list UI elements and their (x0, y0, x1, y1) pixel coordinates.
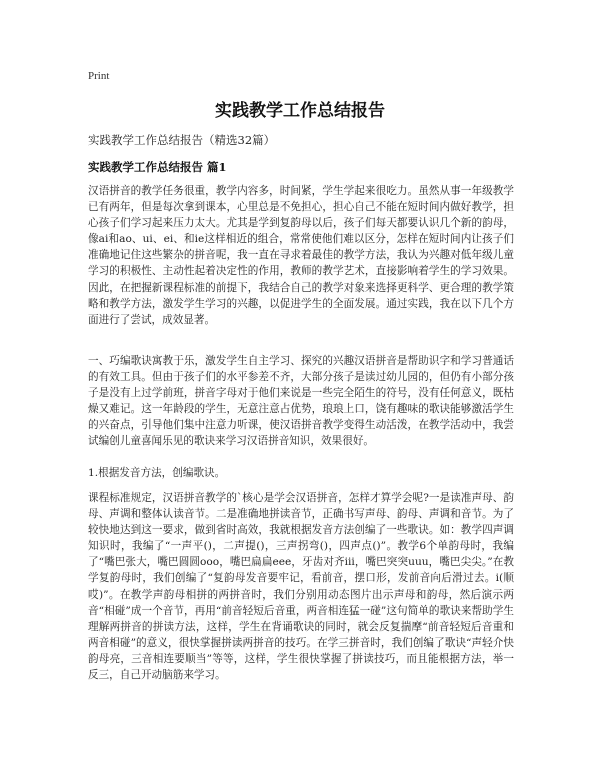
document-title: 实践教学工作总结报告 (215, 101, 385, 121)
body-paragraph: 1.根据发音方法，创编歌诀。 (88, 467, 226, 479)
body-paragraph: 汉语拼音的教学任务很重，教学内容多，时间紧，学生学起来很吃力。虽然从事一年级教学已有两年，但是每次拿到课本，心里总是不免担心，担心自己不能在短时间内做好教学，担心孩子们学习起来压力太大。尤其是学到复韵母以后，孩子们每天都要认识几个新的韵母，像ai和ao、ui、ei、和ie这样相近的组合，常常使他们难以区分，怎样在短时间内让孩子们准确地记住这些繁杂的拼音呢，我一直在寻求着最佳的教学方法，我认为兴趣对低年级儿童学习的积极性、主动性起着决定性的作用，教师的教学艺术，直接影响着学生的学习效果。因此，在把握新课程标准的前提下，我结合自己的教学对象来选择更科学、更合理的教学策略和教学方法，激发学生学习的兴趣，以促进学生的全面发展。通过实践，我在以下几个方面进行了尝试，成效显著。 (88, 185, 514, 326)
print-link[interactable]: Print (88, 70, 110, 82)
body-paragraph: 课程标准规定，汉语拼音教学的`核心是学会汉语拼音，怎样才算学会呢?一是读准声母、韵母、声调和整体认读音节。二是准确地拼读音节，正确书写声母、韵母、声调和音节。为了较快地达到这一要求，做到省时高效，我就根据发音方法创编了一些歌诀。如：教学四声调知识时，我编了“一声平()，二声提()，三声拐弯()，四声点()”。教学6个单韵母时，我编了“嘴巴张大，嘴巴圆圆ooo，嘴巴扁扁eee，牙齿对齐iii，嘴巴突突uuu，嘴巴尖尖。”在教学复韵母时，我们创编了“复韵母发音要牢记，看前音，摆口形，发前音向后滑过去。i(顺哎)”。在教学声韵母相拼的两拼音时，我们分别用动态图片出示声母和韵母，然后演示两音“相碰”成一个音节，再用“前音轻短后音重，两音相连猛一碰”这句简单的歌诀来帮助学生理解两拼音的拼读方法，这样，学生在背诵歌诀的同时，就会反复揣摩“前音轻短后音重和两音相碰”的意义，很快掌握拼读两拼音的技巧。在学三拼音时，我们创编了歌诀“声轻介快韵母亮，三音相连要顺当”等等，这样，学生很快掌握了拼读技巧，而且能根据方法，举一反三，自己开动脑筋来学习。 (88, 492, 514, 682)
section-heading: 实践教学工作总结报告 篇1 (88, 160, 227, 174)
document-subtitle: 实践教学工作总结报告（精选32篇） (88, 133, 276, 147)
body-paragraph: 一、巧编歌诀寓教于乐，激发学生自主学习、探究的兴趣汉语拼音是帮助识字和学习普通话的有效工具。但由于孩子们的水平参差不齐，大部分孩子是读过幼儿园的，但仍有小部分孩子是没有上过学前班，拼音字母对于他们来说是一些完全陌生的符号，没有任何意义，既枯燥又难记。这一年龄段的学生，无意注意占优势，琅琅上口，饶有趣味的歌诀能够激活学生的兴奋点，引导他们集中注意力听课，使汉语拼音教学变得生动活泼，在教学活动中，我尝试编创儿童喜闻乐见的歌诀来学习汉语拼音知识，效果很好。 (88, 355, 514, 448)
